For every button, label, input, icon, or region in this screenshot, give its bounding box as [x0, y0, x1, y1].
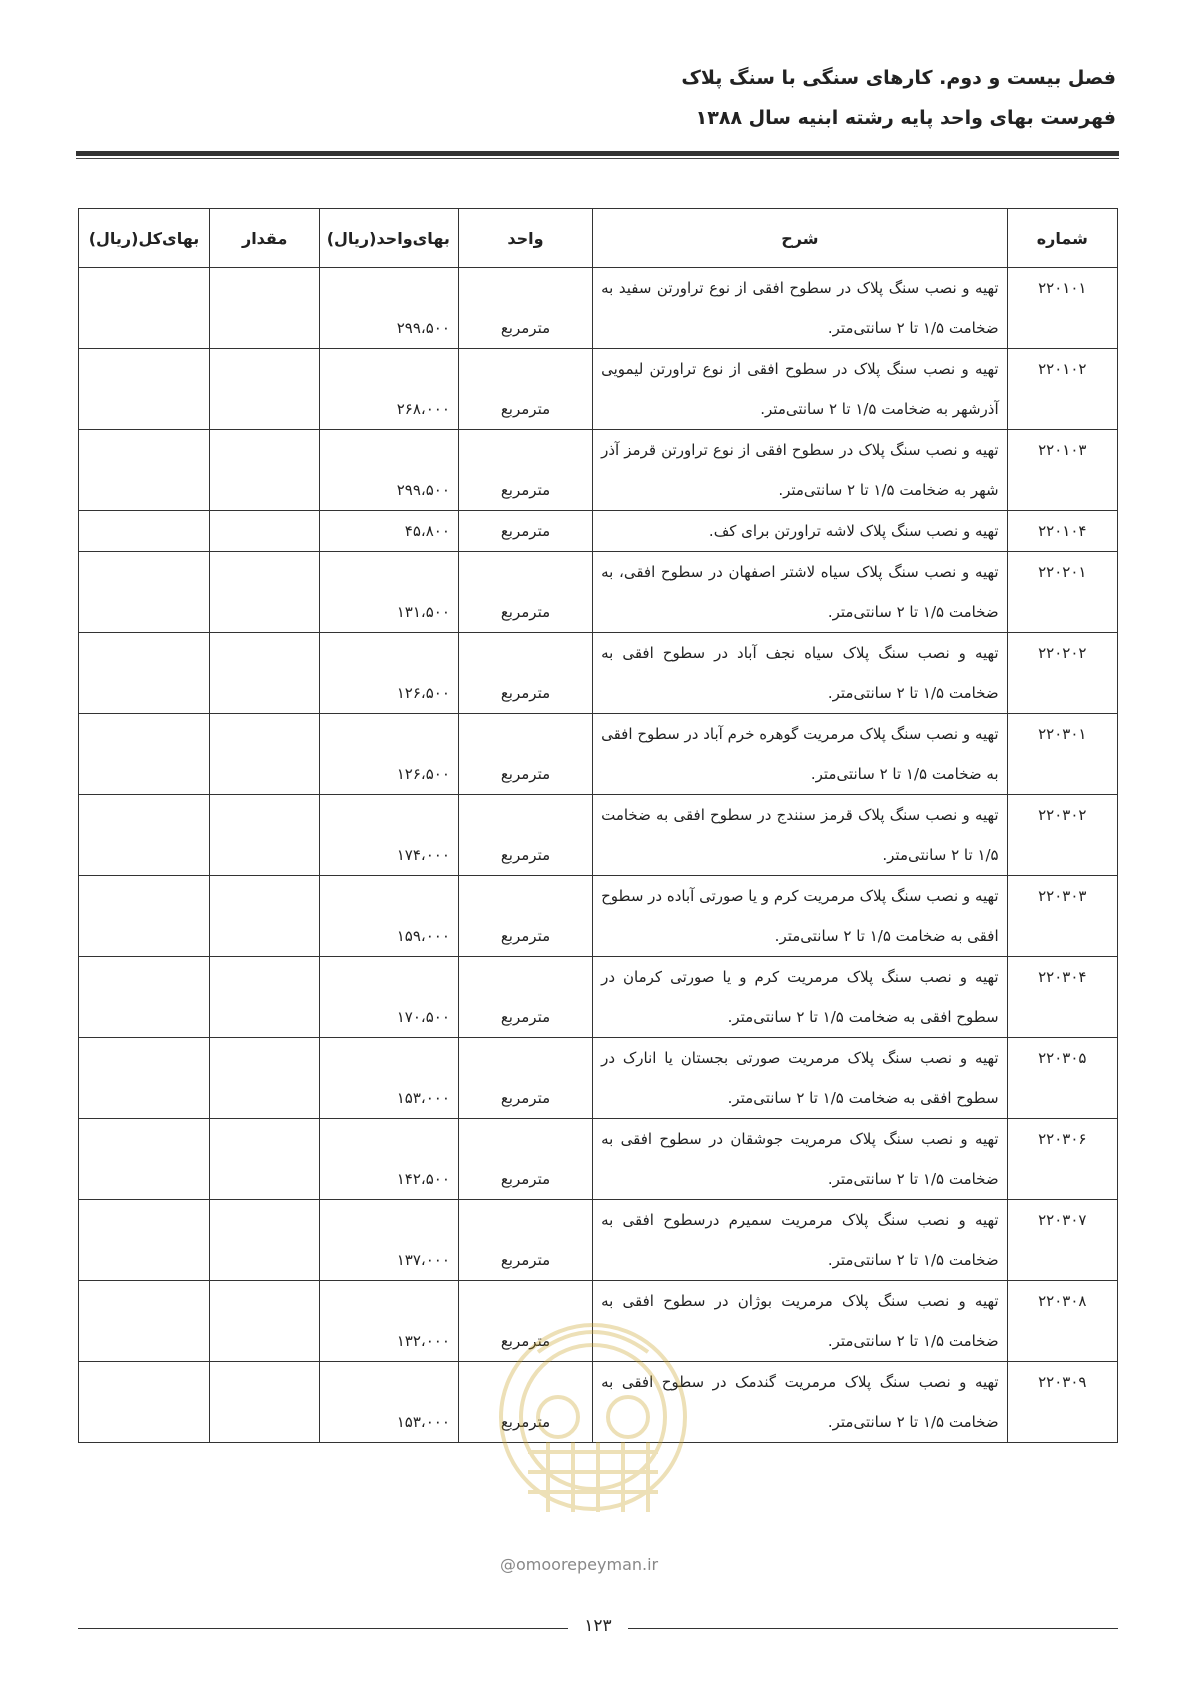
table-row — [79, 633, 1118, 714]
row-unit: مترمربع — [458, 1119, 592, 1200]
row-quantity — [209, 1281, 319, 1362]
page-number: ۱۲۳ — [584, 1616, 612, 1636]
row-code: ۲۲۰۳۰۴ — [1007, 957, 1117, 1038]
row-unit: مترمربع — [458, 511, 592, 552]
row-unit: مترمربع — [458, 1362, 592, 1443]
row-description: تهیه و نصب سنگ پلاک در سطوح افقی از نوع تراورتن سفید به ضخامت ۱/۵ تا ۲ سانتی‌متر. — [593, 268, 1008, 349]
row-unit-price: ۱۷۰،۵۰۰ — [320, 957, 459, 1038]
row-code: ۲۲۰۳۰۶ — [1007, 1119, 1117, 1200]
table-row — [79, 876, 1118, 957]
row-code: ۲۲۰۱۰۱ — [1007, 268, 1117, 349]
row-unit-price: ۱۵۳،۰۰۰ — [320, 1362, 459, 1443]
row-total-price — [79, 876, 210, 957]
row-unit-price: ۲۶۸،۰۰۰ — [320, 349, 459, 430]
table-row — [79, 511, 1118, 552]
table-row — [79, 1038, 1118, 1119]
column-header-unit-price: بهای‌واحد(ریال) — [320, 209, 459, 268]
column-header-code: شماره — [1007, 209, 1117, 268]
row-quantity — [209, 349, 319, 430]
row-description: تهیه و نصب سنگ پلاک مرمریت کرم و یا صورتی کرمان در سطوح افقی به ضخامت ۱/۵ تا ۲ سانتی‌متر. — [593, 957, 1008, 1038]
row-unit-price: ۱۲۶،۵۰۰ — [320, 714, 459, 795]
row-unit-price: ۱۳۷،۰۰۰ — [320, 1200, 459, 1281]
row-description: تهیه و نصب سنگ پلاک قرمز سنندج در سطوح افقی به ضخامت ۱/۵ تا ۲ سانتی‌متر. — [593, 795, 1008, 876]
price-list-title: فهرست بهای واحد پایه رشته ابنیه سال ۱۳۸۸ — [695, 107, 1116, 129]
table-row — [79, 1119, 1118, 1200]
row-unit-price: ۱۲۶،۵۰۰ — [320, 633, 459, 714]
row-unit-price: ۱۳۲،۰۰۰ — [320, 1281, 459, 1362]
row-unit: مترمربع — [458, 1038, 592, 1119]
row-code: ۲۲۰۳۰۷ — [1007, 1200, 1117, 1281]
row-unit-price: ۱۳۱،۵۰۰ — [320, 552, 459, 633]
row-description: تهیه و نصب سنگ پلاک مرمریت گوهره خرم آباد در سطوح افقی به ضخامت ۱/۵ تا ۲ سانتی‌متر. — [593, 714, 1008, 795]
row-unit-price: ۱۴۲،۵۰۰ — [320, 1119, 459, 1200]
row-total-price — [79, 1362, 210, 1443]
row-code: ۲۲۰۱۰۳ — [1007, 430, 1117, 511]
row-unit: مترمربع — [458, 552, 592, 633]
row-code: ۲۲۰۲۰۱ — [1007, 552, 1117, 633]
row-total-price — [79, 714, 210, 795]
footer-rule-left — [78, 1628, 568, 1629]
page-header — [66, 58, 1116, 138]
row-total-price — [79, 957, 210, 1038]
row-total-price — [79, 1200, 210, 1281]
price-table — [78, 208, 1118, 1443]
table-row — [79, 430, 1118, 511]
table-row — [79, 714, 1118, 795]
row-total-price — [79, 1038, 210, 1119]
row-description: تهیه و نصب سنگ پلاک مرمریت بوژان در سطوح افقی به ضخامت ۱/۵ تا ۲ سانتی‌متر. — [593, 1281, 1008, 1362]
row-code: ۲۲۰۳۰۲ — [1007, 795, 1117, 876]
row-unit: مترمربع — [458, 795, 592, 876]
row-unit-price: ۱۵۳،۰۰۰ — [320, 1038, 459, 1119]
row-total-price — [79, 795, 210, 876]
table-row — [79, 349, 1118, 430]
table-body — [79, 268, 1118, 1443]
row-quantity — [209, 1119, 319, 1200]
row-unit: مترمربع — [458, 430, 592, 511]
row-quantity — [209, 1038, 319, 1119]
row-quantity — [209, 1362, 319, 1443]
row-unit-price: ۴۵،۸۰۰ — [320, 511, 459, 552]
row-description: تهیه و نصب سنگ پلاک مرمریت سمیرم درسطوح افقی به ضخامت ۱/۵ تا ۲ سانتی‌متر. — [593, 1200, 1008, 1281]
row-code: ۲۲۰۲۰۲ — [1007, 633, 1117, 714]
row-description: تهیه و نصب سنگ پلاک لاشه تراورتن برای کف. — [593, 511, 1008, 552]
row-unit-price: ۱۵۹،۰۰۰ — [320, 876, 459, 957]
row-quantity — [209, 1200, 319, 1281]
table-row — [79, 268, 1118, 349]
row-unit: مترمربع — [458, 349, 592, 430]
row-quantity — [209, 511, 319, 552]
header-rule-thin — [76, 158, 1119, 159]
row-total-price — [79, 511, 210, 552]
row-quantity — [209, 957, 319, 1038]
table-header — [79, 209, 1118, 268]
row-total-price — [79, 430, 210, 511]
row-description: تهیه و نصب سنگ پلاک مرمریت جوشقان در سطوح افقی به ضخامت ۱/۵ تا ۲ سانتی‌متر. — [593, 1119, 1008, 1200]
row-unit-price: ۱۷۴،۰۰۰ — [320, 795, 459, 876]
row-description: تهیه و نصب سنگ پلاک در سطوح افقی از نوع تراورتن قرمز آذر شهر به ضخامت ۱/۵ تا ۲ سانتی‌متر. — [593, 430, 1008, 511]
table-row — [79, 1200, 1118, 1281]
row-code: ۲۲۰۳۰۵ — [1007, 1038, 1117, 1119]
watermark-site: @omoorepeyman.ir — [500, 1555, 659, 1574]
row-quantity — [209, 268, 319, 349]
row-description: تهیه و نصب سنگ پلاک در سطوح افقی از نوع تراورتن لیمویی آذرشهر به ضخامت ۱/۵ تا ۲ سانتی‌متر. — [593, 349, 1008, 430]
row-unit: مترمربع — [458, 957, 592, 1038]
column-header-total-price: بهای‌کل(ریال) — [79, 209, 210, 268]
row-description: تهیه و نصب سنگ پلاک مرمریت گندمک در سطوح افقی به ضخامت ۱/۵ تا ۲ سانتی‌متر. — [593, 1362, 1008, 1443]
row-unit-price: ۲۹۹،۵۰۰ — [320, 430, 459, 511]
row-quantity — [209, 633, 319, 714]
row-unit-price: ۲۹۹،۵۰۰ — [320, 268, 459, 349]
row-code: ۲۲۰۱۰۴ — [1007, 511, 1117, 552]
table-row — [79, 795, 1118, 876]
row-code: ۲۲۰۳۰۸ — [1007, 1281, 1117, 1362]
table-row — [79, 552, 1118, 633]
column-header-unit: واحد — [458, 209, 592, 268]
row-quantity — [209, 552, 319, 633]
row-quantity — [209, 795, 319, 876]
row-description: تهیه و نصب سنگ پلاک سیاه لاشتر اصفهان در سطوح افقی، به ضخامت ۱/۵ تا ۲ سانتی‌متر. — [593, 552, 1008, 633]
row-unit: مترمربع — [458, 714, 592, 795]
row-unit: مترمربع — [458, 1200, 592, 1281]
footer-rule-right — [628, 1628, 1118, 1629]
table-row — [79, 957, 1118, 1038]
row-description: تهیه و نصب سنگ پلاک مرمریت صورتی بجستان یا انارک در سطوح افقی به ضخامت ۱/۵ تا ۲ سانتی‌متر. — [593, 1038, 1008, 1119]
row-total-price — [79, 1281, 210, 1362]
row-total-price — [79, 268, 210, 349]
row-total-price — [79, 552, 210, 633]
row-code: ۲۲۰۳۰۹ — [1007, 1362, 1117, 1443]
row-code: ۲۲۰۳۰۱ — [1007, 714, 1117, 795]
row-quantity — [209, 876, 319, 957]
column-header-quantity: مقدار — [209, 209, 319, 268]
header-rule-thick — [76, 151, 1119, 156]
row-description: تهیه و نصب سنگ پلاک سیاه نجف آباد در سطوح افقی به ضخامت ۱/۵ تا ۲ سانتی‌متر. — [593, 633, 1008, 714]
table-header-row — [79, 209, 1118, 268]
row-unit: مترمربع — [458, 876, 592, 957]
row-quantity — [209, 714, 319, 795]
row-quantity — [209, 430, 319, 511]
row-total-price — [79, 349, 210, 430]
row-total-price — [79, 633, 210, 714]
row-description: تهیه و نصب سنگ پلاک مرمریت کرم و یا صورتی آباده در سطوح افقی به ضخامت ۱/۵ تا ۲ سانتی‌متر. — [593, 876, 1008, 957]
chapter-title: فصل بیست و دوم. کارهای سنگی با سنگ پلاک — [681, 67, 1116, 89]
row-code: ۲۲۰۱۰۲ — [1007, 349, 1117, 430]
row-code: ۲۲۰۳۰۳ — [1007, 876, 1117, 957]
row-unit: مترمربع — [458, 268, 592, 349]
row-total-price — [79, 1119, 210, 1200]
row-unit: مترمربع — [458, 633, 592, 714]
row-unit: مترمربع — [458, 1281, 592, 1362]
column-header-description: شرح — [593, 209, 1008, 268]
watermark-logo — [488, 1312, 698, 1552]
